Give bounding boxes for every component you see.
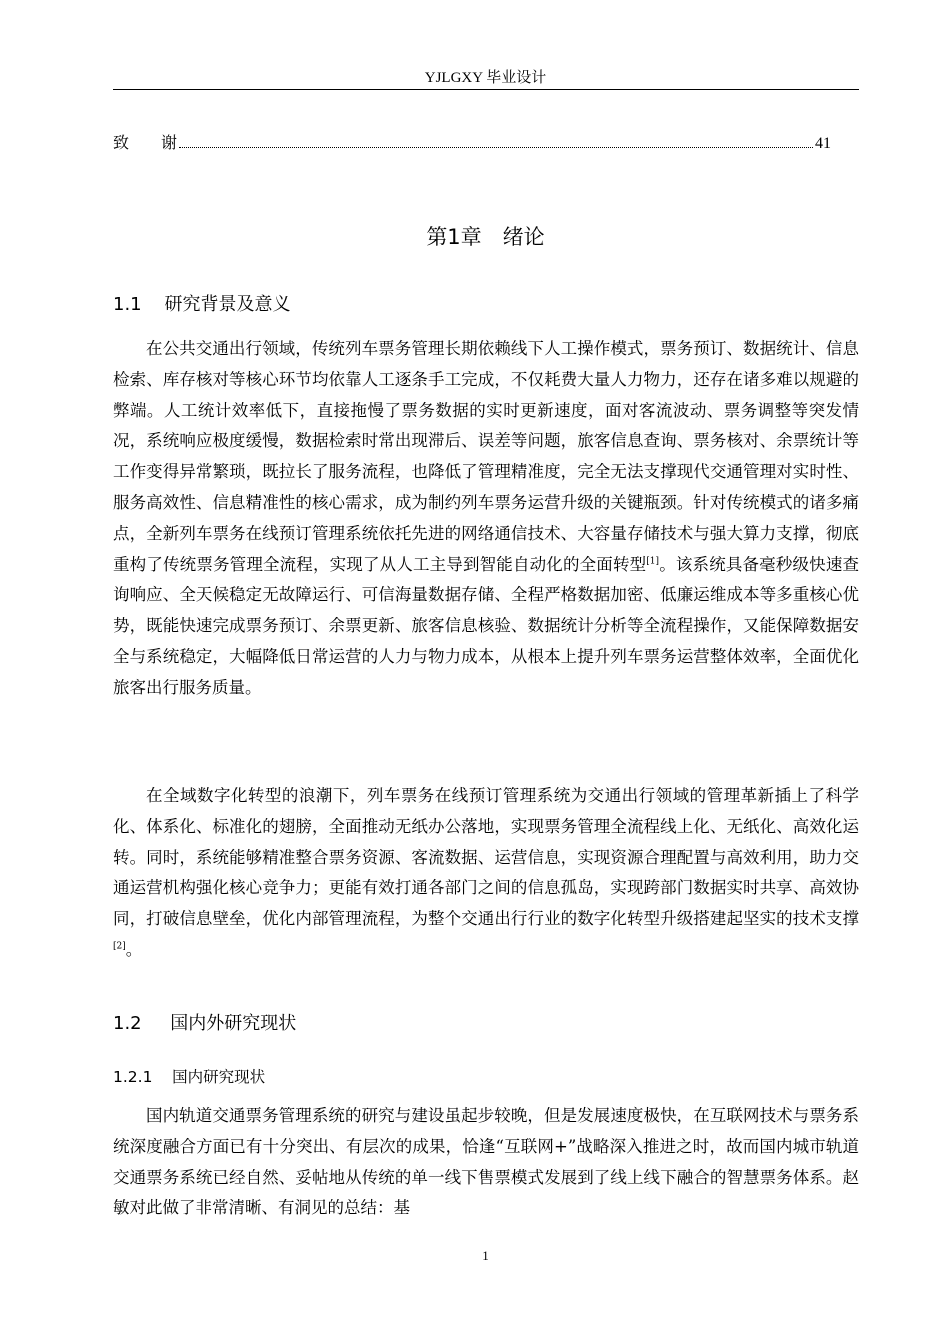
paragraph-domestic-research: 国内轨道交通票务管理系统的研究与建设虽起步较晚，但是发展速度极快，在互联网技术与票务系统深度融合方面已有十分突出、有层次的成果，恰逢“互联网+”战略深入推进之时，故而国内城市轨道交通票务系统已经自然、妥帖地从传统的单一线下售票模式发展到了线上线下融合的智慧票务体系。赵敏对此做了非常清晰、有洞见的总结：基 xyxy=(113,1106,859,1218)
citation-ref[interactable]: [2] xyxy=(113,941,126,952)
page-header: YJLGXY 毕业设计 xyxy=(424,70,547,86)
section-number: 1.1 xyxy=(113,294,142,315)
citation-ref[interactable]: [1] xyxy=(646,556,660,567)
page-number: 1 xyxy=(482,1248,489,1263)
section-heading-1-2 xyxy=(113,1011,296,1037)
toc-entry-acknowledgements[interactable] xyxy=(113,130,831,154)
toc-leader-dots xyxy=(179,147,813,148)
subsection-heading-1-2-1 xyxy=(113,1066,265,1088)
paragraph-background-2 xyxy=(113,781,859,966)
paragraph-text: 在全域数字化转型的浪潮下，列车票务在线预订管理系统为交通出行领域的管理革新插上了科学化、体系化、标准化的翅膀，全面推动无纸办公落地，实现票务管理全流程线上化、无纸化、高效化运转。同时，系统能够精准整合票务资源、客流数据、运营信息，实现资源合理配置与高效利用，助力交通运营机构强化核心竞争力；更能有效打通各部门之间的信息孤岛，实现跨部门数据实时共享、高效协同，打破信息壁垒，优化内部管理流程，为整个交通出行行业的数字化转型升级搭建起坚实的技术支撑 xyxy=(113,786,859,929)
paragraph-background-1 xyxy=(113,334,859,704)
header-rule xyxy=(113,89,859,90)
section-heading-1-1 xyxy=(113,292,291,318)
toc-entry-page: 41 xyxy=(815,135,831,152)
subsection-number: 1.2.1 xyxy=(113,1068,153,1086)
section-number: 1.2 xyxy=(113,1013,142,1034)
subsection-title: 国内研究现状 xyxy=(172,1068,266,1086)
paragraph-text: 。 xyxy=(125,939,143,959)
paragraph-text: 在公共交通出行领域，传统列车票务管理长期依赖线下人工操作模式，票务预订、数据统计、信息检索、库存核对等核心环节均依靠人工逐条手工完成，不仅耗费大量人力物力，还存在诸多难以规避的弊端。人工统计效率低下，直接拖慢了票务数据的实时更新速度，面对客流波动、票务调整等突发情况，系统响应极度缓慢，数据检索时常出现滞后、误差等问题，旅客信息查询、票务核对、余票统计等工作变得异常繁琐，既拉长了服务流程，也降低了管理精准度，完全无法支撑现代交通管理对实时性、服务高效性、信息精准性的核心需求，成为制约列车票务运营升级的关键瓶颈。针对传统模式的诸多痛点，全新列车票务在线预订管理系统依托先进的网络通信技术、大容量存储技术与强大算力支撑，彻底重构了传统票务管理全流程，实现了从人工主导到智能自动化的全面转型 xyxy=(113,339,859,574)
paragraph-text: 。该系统具备毫秒级快速查询响应、全天候稳定无故障运行、可信海量数据存储、全程严格数据加密、低廉运维成本等多重核心优势，既能快速完成票务预订、余票更新、旅客信息核验、数据统计分析等全流程操作，又能保障数据安全与系统稳定，大幅降低日常运营的人力与物力成本，从根本上提升列车票务运营整体效率，全面优化旅客出行服务质量。 xyxy=(113,554,860,697)
chapter-title: 第1章 绪论 xyxy=(426,225,545,249)
section-title: 研究背景及意义 xyxy=(164,294,291,315)
section-title: 国内外研究现状 xyxy=(170,1013,297,1034)
toc-entry-label: 致 谢 xyxy=(113,133,178,152)
